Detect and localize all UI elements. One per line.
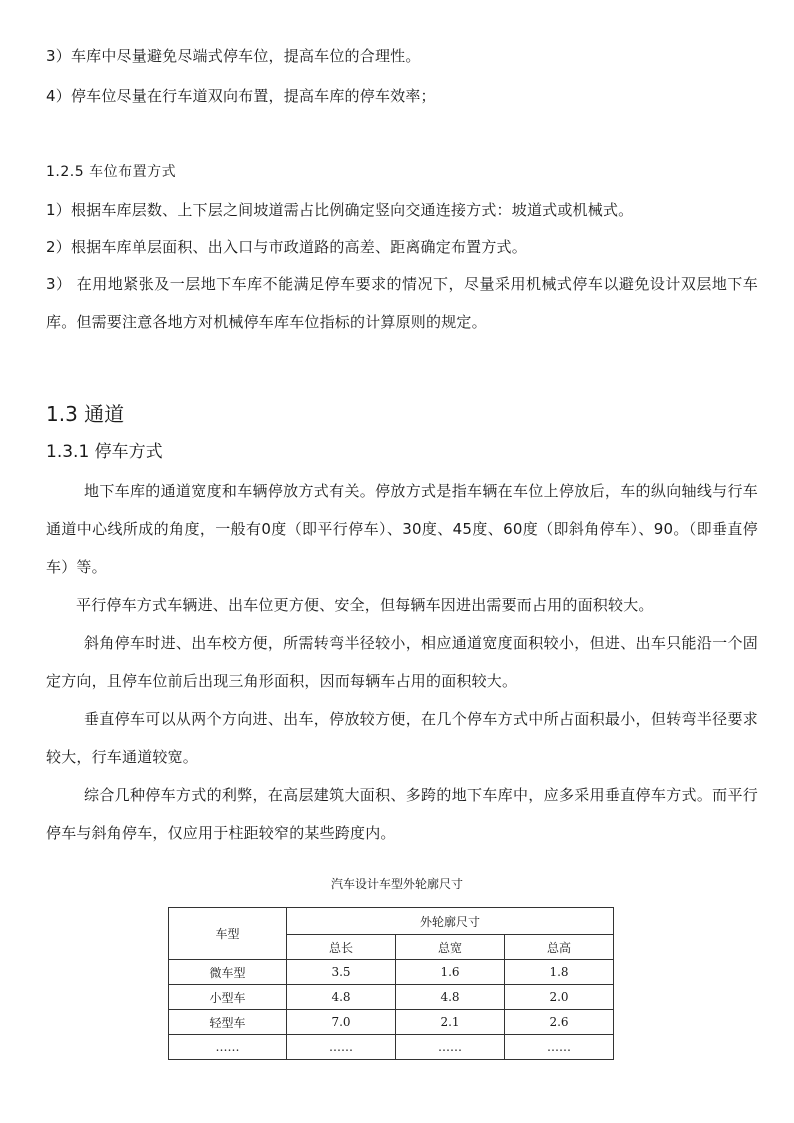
table-cell: …… (505, 1035, 614, 1060)
list-item: 3）车库中尽量避免尽端式停车位，提高车位的合理性。 (46, 47, 421, 65)
section-heading-1-3-1: 1.3.1 停车方式 (46, 442, 163, 462)
table-cell: 2.1 (396, 1010, 505, 1035)
body-paragraph: 综合几种停车方式的利弊，在高层建筑大面积、多跨的地下车库中，应多采用垂直停车方式。而平行停车与斜角停车，仅应用于柱距较窄的某些跨度内。 (46, 786, 758, 842)
list-item: 2）根据车库单层面积、出入口与市政道路的高差、距离确定布置方式。 (46, 238, 527, 256)
table-row (169, 1010, 614, 1035)
body-paragraph: 斜角停车时进、出车校方便，所需转弯半径较小，相应通道宽度面积较小，但进、出车只能沿一个固定方向，且停车位前后出现三角形面积，因而每辆车占用的面积较大。 (46, 634, 758, 690)
table-header-height: 总高 (505, 935, 614, 960)
list-item: 1）根据车库层数、上下层之间坡道需占比例确定竖向交通连接方式：坡道式或机械式。 (46, 201, 634, 219)
body-paragraph: 垂直停车可以从两个方向进、出车，停放较方便，在几个停车方式中所占面积最小，但转弯半径要求较大，行车通道较宽。 (46, 710, 758, 766)
table-cell: …… (287, 1035, 396, 1060)
table-cell: 4.8 (396, 985, 505, 1010)
body-paragraph: 地下车库的通道宽度和车辆停放方式有关。停放方式是指车辆在车位上停放后，车的纵向轴线与行车通道中心线所成的角度，一般有0度（即平行停车）、30度、45度、60度（即斜角停车）、90。（即垂直停车）等。 (46, 482, 758, 576)
table-cell: 3.5 (287, 960, 396, 985)
table-cell: 2.0 (505, 985, 614, 1010)
table-caption: 汽车设计车型外轮廓尺寸 (330, 877, 463, 891)
vehicle-dimensions-table (168, 907, 614, 1060)
table-cell: 7.0 (287, 1010, 396, 1035)
table-header-vehicle-type: 车型 (169, 908, 287, 960)
table-cell: …… (396, 1035, 505, 1060)
table-cell: 2.6 (505, 1010, 614, 1035)
table-row (169, 985, 614, 1010)
table-header-length: 总长 (287, 935, 396, 960)
table-cell: 1.6 (396, 960, 505, 985)
body-paragraph: 平行停车方式车辆进、出车位更方便、安全，但每辆车因进出需要而占用的面积较大。 (76, 596, 654, 614)
table-cell: …… (169, 1035, 287, 1060)
table-cell: 4.8 (287, 985, 396, 1010)
table-row (169, 1035, 614, 1060)
table-cell: 1.8 (505, 960, 614, 985)
table-row (169, 960, 614, 985)
list-item: 4）停车位尽量在行车道双向布置，提高车库的停车效率； (46, 87, 436, 105)
section-heading-1-2-5: 1.2.5 车位布置方式 (46, 164, 177, 180)
list-item: 3） 在用地紧张及一层地下车库不能满足停车要求的情况下，尽量采用机械式停车以避免设计双层地下车库。但需要注意各地方对机械停车库车位指标的计算原则的规定。 (46, 275, 758, 331)
table-cell: 轻型车 (169, 1010, 287, 1035)
section-heading-1-3: 1.3 通道 (46, 402, 125, 426)
table-cell: 微车型 (169, 960, 287, 985)
table-header-outline: 外轮廓尺寸 (287, 908, 614, 935)
table-header-width: 总宽 (396, 935, 505, 960)
table-cell: 小型车 (169, 985, 287, 1010)
